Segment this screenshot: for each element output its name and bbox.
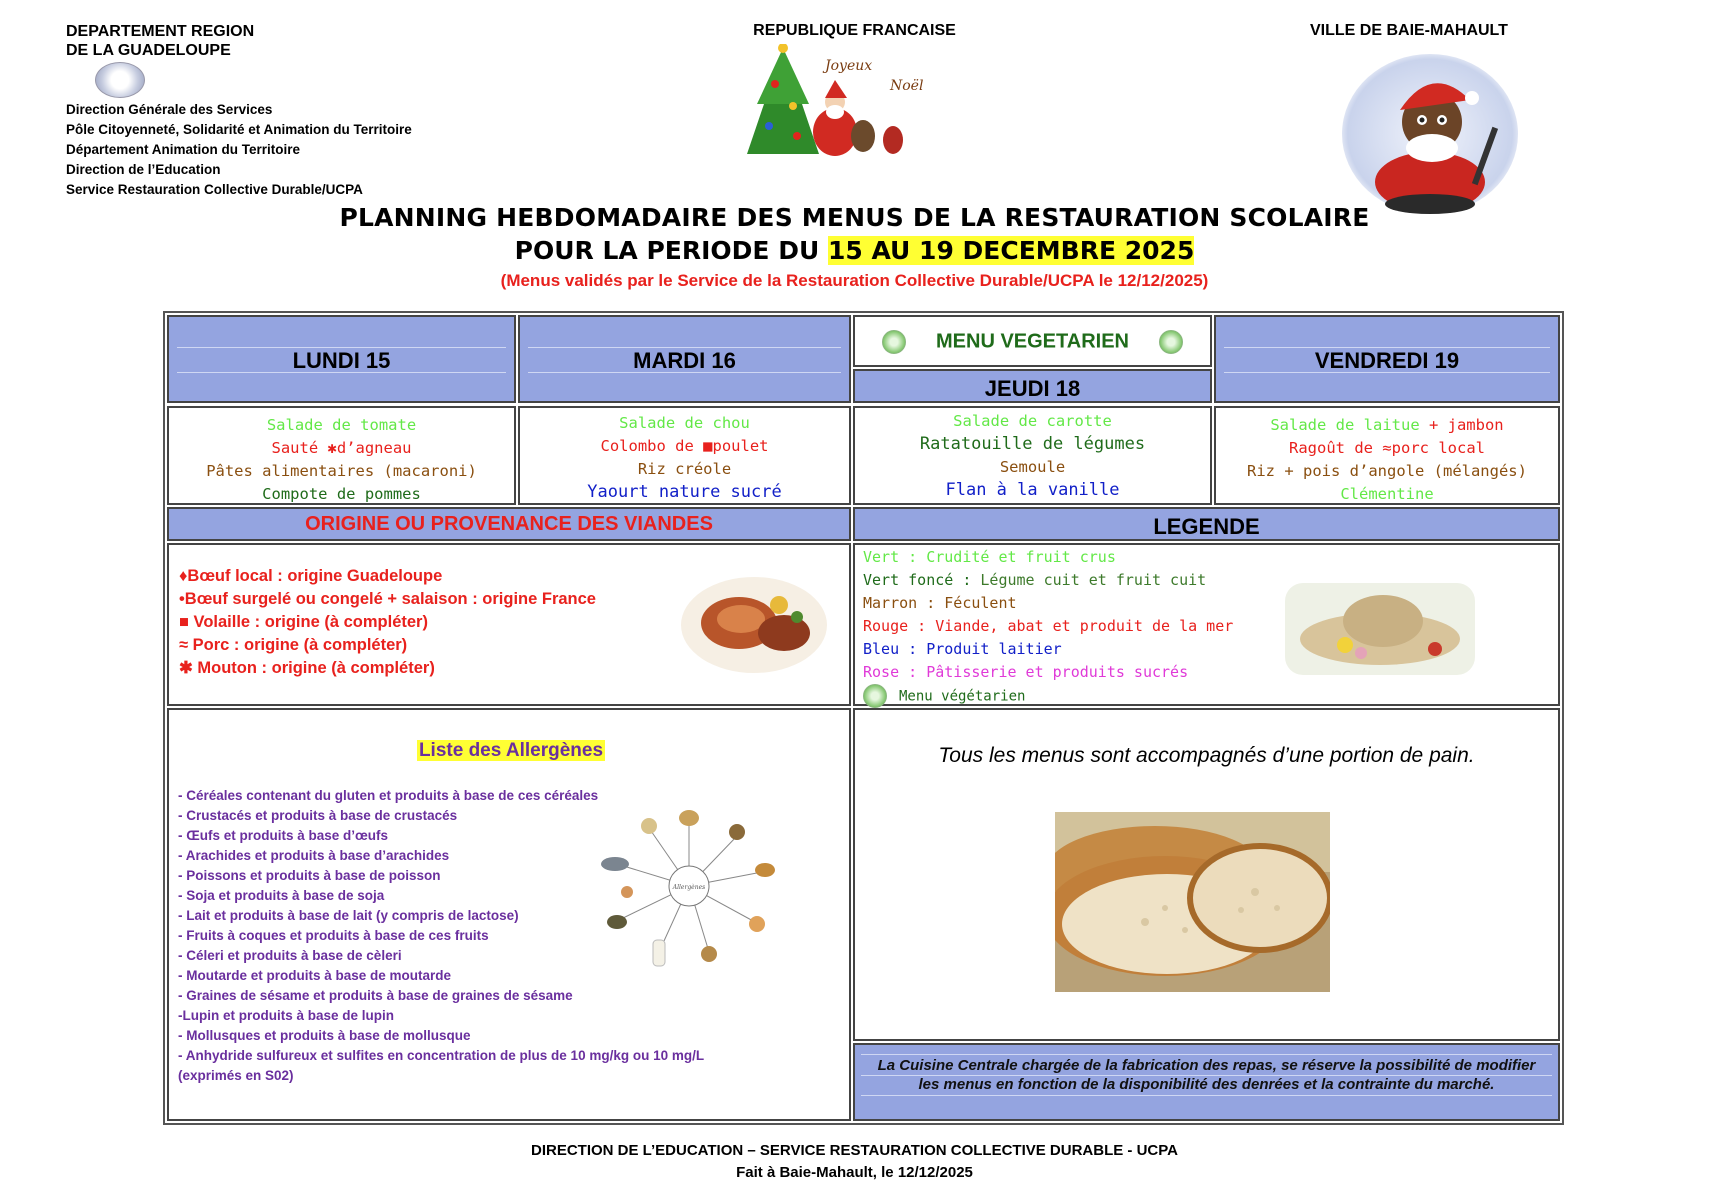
bread-panel [853, 708, 1560, 1041]
service-line: Département Animation du Territoire [66, 142, 301, 157]
allergen-item: - Arachides et produits à base d’arachides [178, 848, 450, 863]
service-line: Direction Générale des Services [66, 102, 273, 117]
allergens-diagram [597, 802, 787, 972]
allergen-item: (exprimés en S02) [178, 1068, 294, 1083]
day-label: MARDI 16 [633, 348, 736, 373]
day-label: JEUDI 18 [984, 376, 1081, 401]
main-text: Ragoût de [1289, 439, 1383, 457]
main-text: Sauté [271, 439, 328, 457]
menu-side: Semoule [999, 458, 1066, 476]
allergen-item: - Moutarde et produits à base de moutarde [178, 968, 452, 983]
day-header-friday [1214, 315, 1560, 403]
origin-beef-local: ♦Bœuf local : origine Guadeloupe [179, 567, 443, 585]
menu-entree [1216, 414, 1558, 437]
legend-value: Crudité et fruit crus [926, 548, 1116, 566]
allergen-item: - Œufs et produits à base d’œufs [178, 828, 389, 843]
menu-main [520, 435, 849, 458]
validation-subtitle: (Menus validés par le Service de la Restauration Collective Durable/UCPA le 12/12/2025) [500, 271, 1209, 290]
service-line: Direction de l’Education [66, 162, 221, 177]
legend-green [863, 546, 1233, 569]
menu-thursday [853, 406, 1212, 505]
main-text: Colombo de [600, 437, 704, 455]
bread-text: Tous les menus sont accompagnés d’une portion de pain. [938, 744, 1475, 767]
kitchen-note-panel [853, 1043, 1560, 1121]
origin-pork: ≈ Porc : origine (à compléter) [179, 636, 408, 654]
entree-text: Salade de laitue [1270, 416, 1429, 434]
legend-vegetarian [863, 684, 1233, 709]
page-title: PLANNING HEBDOMADAIRE DES MENUS DE LA RESTAURATION SCOLAIRE [339, 203, 1370, 232]
allergen-item: - Anhydride sulfureux et sulfites en concentration de plus de 10 mg/kg ou 10 mg/L [178, 1048, 705, 1063]
main-text: porc local [1391, 439, 1485, 457]
legend-title: LEGENDE [1153, 514, 1260, 539]
legend-dark-green [863, 569, 1233, 592]
legend-header [853, 507, 1560, 541]
leaf-icon [863, 684, 887, 708]
allergen-item: - Mollusques et produits à base de mollusque [178, 1028, 471, 1043]
menu-main: Ratatouille de légumes [919, 434, 1146, 454]
period-prefix: POUR LA PERIODE DU [514, 236, 828, 265]
origin-mutton: ✱ Mouton : origine (à compléter) [179, 659, 435, 677]
leaf-icon [882, 330, 906, 354]
menu-dessert: Compote de pommes [262, 485, 421, 503]
allergens-title: Liste des Allergènes [418, 740, 604, 761]
day-header-monday [167, 315, 516, 403]
day-header-thursday [853, 369, 1212, 403]
day-label: LUNDI 15 [292, 348, 391, 373]
legend-value: Produit laitier [926, 640, 1062, 658]
mutton-symbol: ✱ [327, 439, 337, 457]
meat-platter-image [679, 575, 829, 675]
menu-dessert: Yaourt nature sucré [587, 482, 782, 502]
origin-poultry: ■ Volaille : origine (à compléter) [179, 613, 428, 631]
greeting-line-2: Noël [890, 78, 924, 94]
footer-direction: DIRECTION DE L’EDUCATION – SERVICE RESTAURATION COLLECTIVE DURABLE - UCPA [531, 1142, 1178, 1159]
legend-value: Menu végétarien [899, 688, 1026, 705]
main-text: poulet [712, 437, 769, 455]
vegetarian-label: MENU VEGETARIEN [936, 330, 1129, 353]
legend-red: Rouge : Viande, abat et produit de la mer [863, 617, 1234, 635]
region-line-1: DEPARTEMENT REGION [66, 23, 255, 40]
footer-signature: Fait à Baie-Mahault, le 12/12/2025 [736, 1164, 973, 1181]
diagram-center-label: Allergènes [672, 884, 706, 891]
kitchen-note: La Cuisine Centrale chargée de la fabrication des repas, se réserve la possibilité de modifier les menus en fonction de la disponibilité des denrées et la contrainte du marché. [877, 1057, 1536, 1093]
legend-key: Vert : [863, 548, 927, 566]
menu-entree: Salade de chou [619, 414, 750, 432]
service-line: Service Restauration Collective Durable/UCPA [66, 182, 363, 197]
legend-blue [863, 638, 1233, 661]
allergens-panel [167, 708, 851, 1121]
legend-value: Légume cuit et fruit cuit [980, 571, 1207, 589]
allergen-item: - Lait et produits à base de lait (y compris de lactose) [178, 908, 519, 923]
menu-entree: Salade de carotte [953, 412, 1112, 430]
straw-hat-image [1285, 583, 1475, 675]
day-header-tuesday [518, 315, 851, 403]
origin-title: ORIGINE OU PROVENANCE DES VIANDES [305, 513, 713, 535]
allergen-item: - Soja et produits à base de soja [178, 888, 385, 903]
greeting-line-1: Joyeux [825, 58, 873, 74]
services-list [66, 100, 412, 200]
legend-key: Rose : [863, 663, 927, 681]
legend-key: Vert foncé : [863, 571, 981, 589]
service-line: Pôle Citoyenneté, Solidarité et Animation du Territoire [66, 122, 412, 137]
christmas-tree-illustration [735, 44, 935, 160]
allergen-item: - Crustacés et produits à base de crustacés [178, 808, 458, 823]
legend-brown: Marron : Féculent [863, 594, 1017, 612]
legend-value: Pâtisserie et produits sucrés [926, 663, 1189, 681]
region-line-2: DE LA GUADELOUPE [66, 42, 231, 59]
main-text: d’agneau [336, 439, 412, 457]
legend-key: Bleu : [863, 640, 927, 658]
origin-header [167, 507, 851, 541]
menu-tuesday [518, 406, 851, 505]
region-logo [95, 62, 145, 98]
republic-header: REPUBLIQUE FRANCAISE [753, 22, 956, 39]
allergen-item: -Lupin et produits à base de lupin [178, 1008, 395, 1023]
menu-main [1216, 437, 1558, 460]
day-label: VENDREDI 19 [1314, 348, 1460, 373]
bread-image [1055, 812, 1330, 992]
legend-panel [853, 543, 1560, 706]
allergen-item: - Fruits à coques et produits à base de ces fruits [178, 928, 489, 943]
menu-entree: Salade de tomate [266, 416, 417, 434]
pork-symbol: ≈ [1382, 439, 1392, 457]
leaf-icon [1159, 330, 1183, 354]
menu-side: Pâtes alimentaires (macaroni) [206, 462, 477, 480]
menu-monday [167, 406, 516, 505]
vegetarian-menu-header [853, 315, 1212, 367]
allergen-item: - Céleri et produits à base de cèleri [178, 948, 402, 963]
origin-panel [167, 543, 851, 706]
allergen-item: - Céréales contenant du gluten et produits à base de ces céréales [178, 788, 599, 803]
menu-main [169, 437, 514, 460]
entree-extra: + jambon [1428, 416, 1504, 434]
allergen-item: - Poissons et produits à base de poisson [178, 868, 441, 883]
santa-chef-illustration [1340, 52, 1520, 217]
menu-dessert: Clémentine [1340, 485, 1434, 503]
menu-dessert: Flan à la vanille [945, 480, 1120, 500]
legend-pink [863, 661, 1233, 684]
city-header: VILLE DE BAIE-MAHAULT [1310, 22, 1508, 39]
menu-side: Riz créole [637, 460, 732, 478]
poultry-symbol: ■ [703, 437, 713, 455]
menu-friday [1214, 406, 1560, 505]
period-dates: 15 AU 19 DECEMBRE 2025 [827, 236, 1195, 265]
period-line [0, 236, 1709, 265]
origin-beef-frozen: •Bœuf surgelé ou congelé + salaison : origine France [179, 590, 596, 608]
allergen-item: - Graines de sésame et produits à base de graines de sésame [178, 988, 573, 1003]
menu-side: Riz + pois d’angole (mélangés) [1247, 462, 1527, 480]
